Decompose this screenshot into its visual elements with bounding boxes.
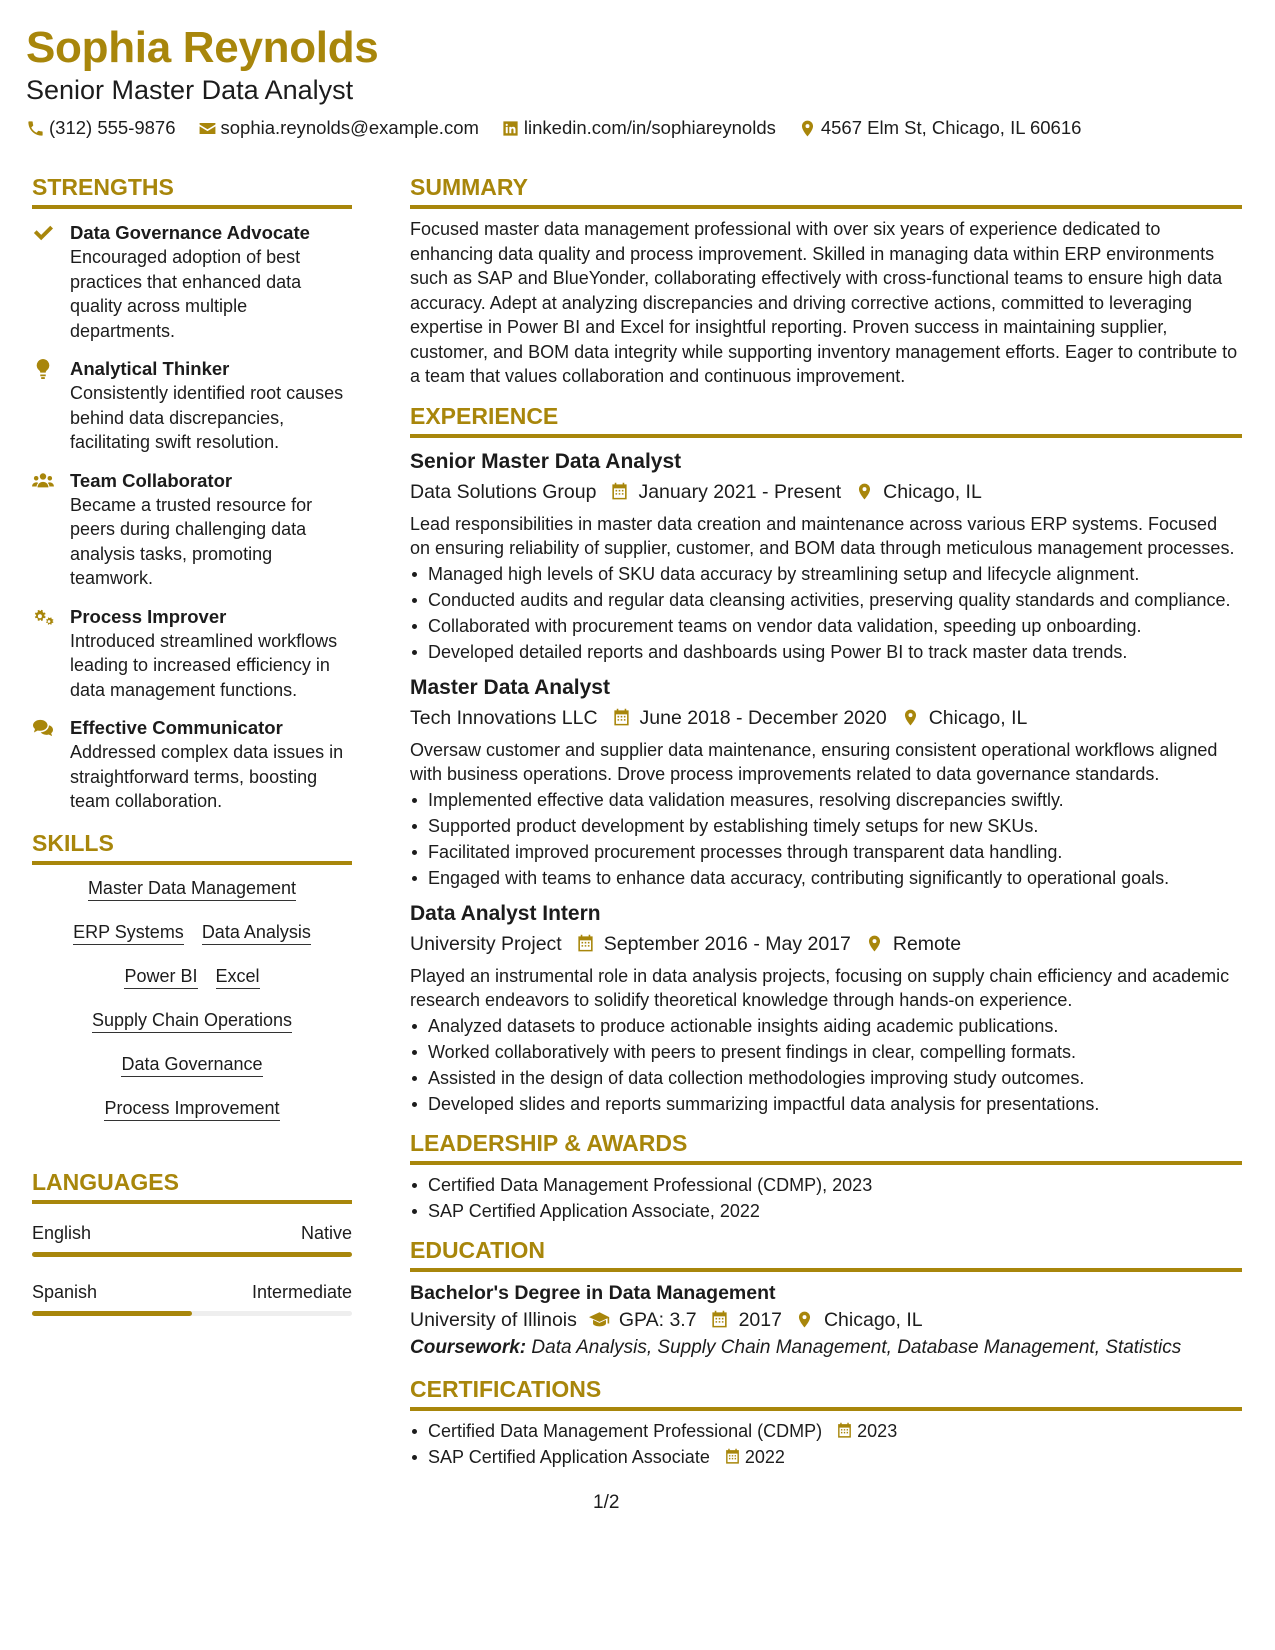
job-title: Master Data Analyst	[410, 675, 610, 699]
job-location: Chicago, IL	[883, 480, 982, 503]
gears-icon	[32, 607, 54, 627]
skill-tag: Data Governance	[121, 1053, 262, 1077]
envelope-icon	[198, 119, 217, 138]
strength-item	[32, 357, 352, 455]
strength-desc: Encouraged adoption of best practices that enhanced data quality across multiple departments.	[70, 247, 302, 341]
job-entry	[410, 674, 1242, 890]
job-bullet: Facilitated improved procurement processes through transparent data handling.	[410, 840, 1242, 864]
right-column	[410, 172, 1242, 1471]
job-bullets	[410, 788, 1242, 890]
strength-item	[32, 605, 352, 703]
education-entry	[410, 1280, 1242, 1362]
section-heading-certifications: CERTIFICATIONS	[410, 1374, 1242, 1411]
coursework-label: Coursework:	[410, 1336, 527, 1358]
section-heading-strengths: STRENGTHS	[32, 172, 352, 209]
education-gpa: GPA: 3.7	[618, 1308, 697, 1331]
phone-icon	[26, 119, 45, 138]
education-school: University of Illinois	[410, 1308, 577, 1331]
calendar-icon	[610, 482, 629, 501]
strengths-list	[32, 221, 352, 814]
job-bullet: Collaborated with procurement teams on vendor data validation, speeding up onboarding.	[410, 614, 1242, 638]
linkedin-icon	[501, 119, 520, 138]
section-heading-leadership: LEADERSHIP & AWARDS	[410, 1128, 1242, 1165]
skill-tag: ERP Systems	[73, 921, 184, 945]
language-name: Spanish	[32, 1281, 98, 1302]
job-bullets	[410, 562, 1242, 664]
strength-title: Team Collaborator	[70, 469, 233, 491]
leadership-list	[410, 1173, 1242, 1223]
map-pin-icon	[901, 708, 920, 727]
language-level: Native	[300, 1222, 352, 1243]
job-description: Played an instrumental role in data analysis projects, focusing on supply chain efficiency and academic research endeavors to solidify theoretical knowledge through hands-on experience.	[410, 965, 1230, 1010]
job-bullets	[410, 1014, 1242, 1116]
strength-title: Data Governance Advocate	[70, 222, 310, 243]
skill-tag: Master Data Management	[88, 877, 296, 901]
calendar-icon	[612, 708, 631, 727]
map-pin-icon	[865, 934, 884, 953]
users-icon	[32, 471, 54, 491]
job-title: Data Analyst Intern	[410, 901, 601, 925]
job-entry	[410, 448, 1242, 664]
strength-title: Process Improver	[70, 605, 227, 627]
language-proficiency-fill	[32, 1252, 352, 1257]
page-number: 1/2	[593, 1492, 620, 1513]
map-pin-icon	[855, 482, 874, 501]
job-bullet: Implemented effective data validation measures, resolving discrepancies swiftly.	[410, 788, 1242, 812]
job-description: Oversaw customer and supplier data maintenance, ensuring consistent operational workflows aligned with business operations. Drove process improvements related to data governance standards.	[410, 739, 1218, 784]
calendar-icon	[576, 934, 595, 953]
contact-phone	[26, 117, 176, 139]
skill-tag: Excel	[216, 965, 260, 989]
candidate-name: Sophia Reynolds	[26, 23, 379, 72]
comments-icon	[32, 718, 54, 738]
candidate-role: Senior Master Data Analyst	[26, 75, 354, 105]
job-location: Remote	[892, 932, 962, 955]
section-heading-summary: SUMMARY	[410, 172, 1242, 209]
linkedin-text: linkedin.com/in/sophiareynolds	[523, 117, 776, 138]
language-item	[32, 1281, 352, 1316]
job-bullet: Worked collaboratively with peers to present findings in clear, compelling formats.	[410, 1040, 1242, 1064]
phone-text: (312) 555-9876	[49, 117, 176, 138]
language-item	[32, 1222, 352, 1257]
language-level: Intermediate	[251, 1281, 352, 1302]
certifications-list	[410, 1419, 1242, 1469]
certification-item	[410, 1419, 1242, 1443]
education-year: 2017	[738, 1308, 782, 1331]
education-degree: Bachelor's Degree in Data Management	[410, 1281, 776, 1304]
job-location: Chicago, IL	[928, 706, 1028, 729]
strength-desc: Became a trusted resource for peers during challenging data analysis tasks, promoting teamwork.	[70, 494, 313, 588]
language-proficiency-bar	[32, 1311, 352, 1316]
graduation-cap-icon	[589, 1310, 610, 1329]
strength-desc: Consistently identified root causes behind data discrepancies, facilitating swift resolution.	[70, 383, 344, 452]
language-proficiency-bar	[32, 1252, 352, 1257]
job-entry	[410, 900, 1242, 1116]
job-company: Tech Innovations LLC	[410, 706, 598, 729]
certification-year: 2023	[857, 1420, 898, 1441]
section-heading-languages: LANGUAGES	[32, 1167, 352, 1204]
email-text: sophia.reynolds@example.com	[220, 117, 479, 138]
contact-bar	[26, 116, 1246, 140]
check-icon	[32, 223, 54, 243]
strength-item	[32, 716, 352, 814]
leadership-item: SAP Certified Application Associate, 2022	[410, 1199, 1242, 1223]
language-name: English	[32, 1222, 92, 1243]
certification-year: 2022	[744, 1446, 785, 1467]
job-description: Lead responsibilities in master data creation and maintenance across various ERP systems. Focused on ensuring reliability of supplier, customer, and BOM data through meticulous management processes.	[410, 513, 1235, 558]
job-bullet: Supported product development by establishing timely setups for new SKUs.	[410, 814, 1242, 838]
contact-address	[798, 117, 1082, 139]
strength-item	[32, 221, 352, 343]
map-pin-icon	[798, 119, 817, 138]
lightbulb-icon	[32, 359, 54, 379]
job-dates: June 2018 - December 2020	[639, 706, 887, 729]
left-column	[32, 172, 352, 1340]
job-company: Data Solutions Group	[410, 480, 597, 503]
coursework-text: Data Analysis, Supply Chain Management, Database Management, Statistics	[531, 1336, 1182, 1358]
languages-list	[32, 1222, 352, 1316]
job-company: University Project	[410, 932, 562, 955]
section-heading-skills: SKILLS	[32, 828, 352, 865]
skill-tag: Process Improvement	[104, 1097, 279, 1121]
job-dates: January 2021 - Present	[638, 480, 842, 503]
job-bullet: Engaged with teams to enhance data accuracy, contributing significantly to operational goals.	[410, 866, 1242, 890]
job-bullet: Developed slides and reports summarizing impactful data analysis for presentations.	[410, 1092, 1242, 1116]
section-heading-experience: EXPERIENCE	[410, 401, 1242, 438]
certification-item	[410, 1445, 1242, 1469]
strength-title: Effective Communicator	[70, 717, 283, 738]
skills-list	[32, 877, 352, 1141]
strength-title: Analytical Thinker	[70, 358, 230, 379]
calendar-icon	[836, 1422, 853, 1439]
job-bullet: Developed detailed reports and dashboards using Power BI to track master data trends.	[410, 640, 1242, 664]
language-proficiency-fill	[32, 1311, 192, 1316]
section-heading-education: EDUCATION	[410, 1235, 1242, 1272]
job-bullet: Assisted in the design of data collection methodologies improving study outcomes.	[410, 1066, 1242, 1090]
education-coursework	[410, 1334, 1242, 1362]
certification-name: Certified Data Management Professional (CDMP)	[428, 1420, 823, 1441]
strength-desc: Addressed complex data issues in straightforward terms, boosting team collaboration.	[70, 742, 344, 811]
education-location: Chicago, IL	[823, 1308, 923, 1331]
strength-desc: Introduced streamlined workflows leading to increased efficiency in data management functions.	[70, 630, 338, 700]
skill-tag: Supply Chain Operations	[92, 1009, 292, 1033]
certification-name: SAP Certified Application Associate	[428, 1446, 710, 1467]
contact-linkedin[interactable]	[501, 117, 776, 139]
summary-text: Focused master data management professional with over six years of experience dedicated to enhancing data quality and process improvement. Skilled in managing data within ERP environments such as SAP and BlueYonder, collaborating effectively with cross-functional teams to ensure high data accuracy. Adept at analyzing discrepancies and driving corrective actions, committed to leveraging expertise in Power BI and Excel for insightful reporting. Proven success in maintaining supplier, customer, and BOM data integrity while supporting inventory management efforts. Eager to contribute to a team that values collaboration and continuous improvement.	[410, 219, 1238, 386]
skill-tag: Data Analysis	[202, 921, 311, 945]
job-title: Senior Master Data Analyst	[410, 449, 682, 473]
contact-email[interactable]	[198, 117, 479, 139]
address-text: 4567 Elm St, Chicago, IL 60616	[820, 117, 1082, 138]
calendar-icon	[724, 1448, 741, 1465]
skill-tag: Power BI	[124, 965, 197, 989]
job-dates: September 2016 - May 2017	[603, 932, 851, 955]
calendar-icon	[709, 1310, 730, 1329]
strength-item	[32, 469, 352, 591]
job-bullet: Managed high levels of SKU data accuracy by streamlining setup and lifecycle alignment.	[410, 562, 1242, 586]
job-bullet: Conducted audits and regular data cleansing activities, preserving quality standards and compliance.	[410, 588, 1242, 612]
resume-header	[26, 22, 1246, 140]
leadership-item: Certified Data Management Professional (CDMP), 2023	[410, 1173, 1242, 1197]
job-bullet: Analyzed datasets to produce actionable insights aiding academic publications.	[410, 1014, 1242, 1038]
map-pin-icon	[794, 1310, 815, 1329]
